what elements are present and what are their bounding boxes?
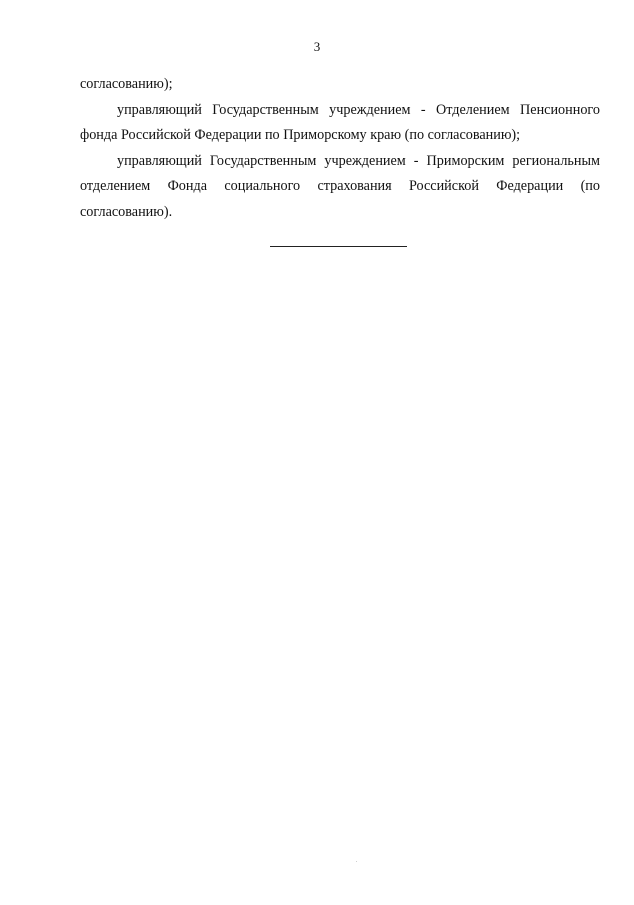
paragraph-pension-fund: управляющий Государственным учреждением - Отделением Пенсионного фонда Российской Федерации по Приморскому краю (по согласованию); (80, 101, 600, 143)
scan-speck (356, 861, 357, 862)
paragraph-continuation: согласованию); (80, 76, 173, 92)
paragraph-social-insurance-fund: управляющий Государственным учреждением - Приморским региональным отделением Фонда социального страхования Российской Федерации (по согласованию). (80, 152, 600, 220)
end-divider-line (270, 246, 407, 247)
document-body (80, 72, 600, 225)
page-number: 3 (313, 39, 321, 54)
